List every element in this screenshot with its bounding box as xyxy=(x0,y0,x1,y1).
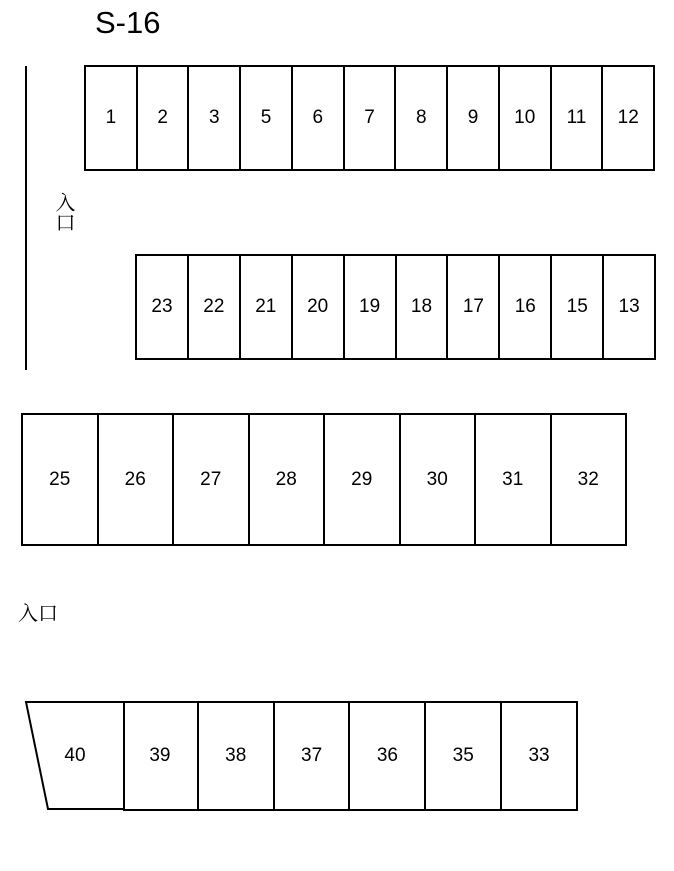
entrance-label-side: 入口 xyxy=(52,192,74,232)
parking-stall[interactable]: 22 xyxy=(189,256,241,358)
stall-row-1 xyxy=(84,65,655,171)
parking-stall[interactable]: 17 xyxy=(448,256,500,358)
parking-stall[interactable]: 18 xyxy=(397,256,449,358)
parking-stall[interactable]: 5 xyxy=(241,67,293,169)
parking-stall[interactable]: 9 xyxy=(448,67,500,169)
parking-stall[interactable]: 8 xyxy=(396,67,448,169)
parking-stall[interactable]: 13 xyxy=(618,296,640,317)
entrance-label-middle: 入口 xyxy=(18,603,58,625)
parking-stall[interactable]: 23 xyxy=(137,256,189,358)
parking-stall[interactable]: 15 xyxy=(552,256,604,358)
parking-stall[interactable]: 25 xyxy=(23,415,99,544)
stall-divider xyxy=(123,702,125,810)
parking-stall[interactable]: 30 xyxy=(401,415,477,544)
parking-stall[interactable]: 37 xyxy=(275,703,351,809)
parking-stall[interactable]: 29 xyxy=(325,415,401,544)
parking-stall[interactable]: 36 xyxy=(350,703,426,809)
parking-stall[interactable]: 35 xyxy=(426,703,502,809)
parking-stall[interactable]: 38 xyxy=(199,703,275,809)
parking-stall-label[interactable]: 40 xyxy=(64,744,86,766)
parking-stall[interactable]: 6 xyxy=(293,67,345,169)
parking-stall[interactable]: 31 xyxy=(476,415,552,544)
parking-stall[interactable]: 20 xyxy=(293,256,345,358)
parking-stall[interactable]: 27 xyxy=(174,415,250,544)
parking-stall[interactable]: 28 xyxy=(250,415,326,544)
parking-stall[interactable]: 39 xyxy=(123,703,199,809)
stall-row-4 xyxy=(123,701,578,811)
parking-stall[interactable]: 19 xyxy=(345,256,397,358)
parking-stall[interactable]: 11 xyxy=(552,67,604,169)
parking-stall[interactable]: 7 xyxy=(345,67,397,169)
parking-stall[interactable]: 10 xyxy=(500,67,552,169)
parking-stall[interactable]: 16 xyxy=(500,256,552,358)
parking-stall[interactable]: 3 xyxy=(189,67,241,169)
parking-stall[interactable]: 32 xyxy=(577,468,599,490)
lot-title: S-16 xyxy=(95,5,161,40)
parking-stall[interactable]: 21 xyxy=(241,256,293,358)
parking-stall[interactable]: 33 xyxy=(528,745,550,766)
stall-row-3 xyxy=(21,413,627,546)
parking-stall[interactable]: 12 xyxy=(617,107,639,128)
parking-stall[interactable]: 26 xyxy=(99,415,175,544)
parking-stall[interactable]: 1 xyxy=(86,67,138,169)
stall-row-2 xyxy=(135,254,656,360)
parking-stall[interactable]: 2 xyxy=(138,67,190,169)
entrance-boundary-line xyxy=(25,66,27,370)
